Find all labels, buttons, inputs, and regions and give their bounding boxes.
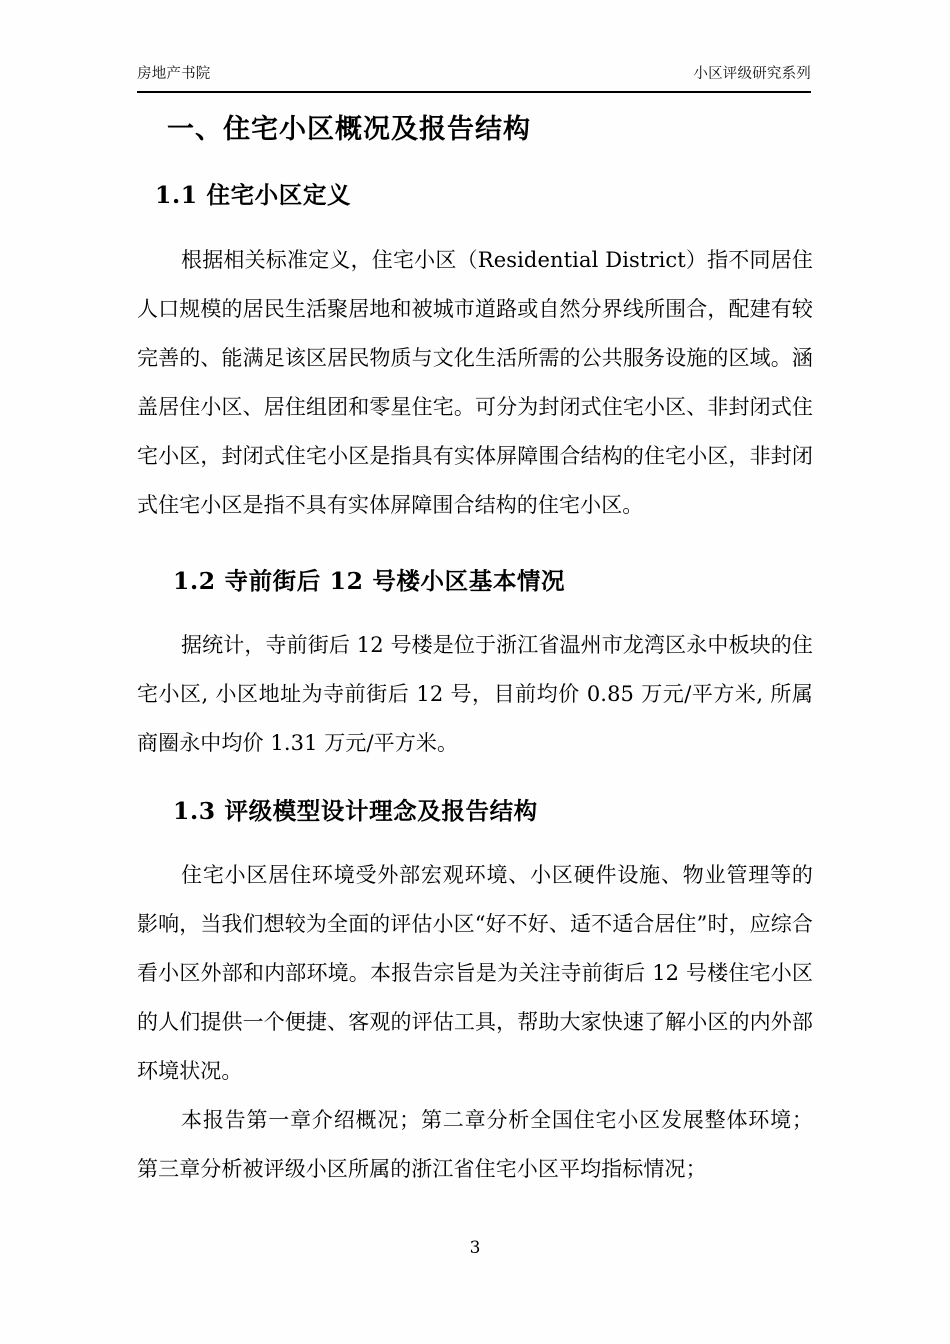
spacer (137, 603, 813, 621)
document-body (137, 112, 813, 1194)
spacer (137, 768, 813, 794)
section-heading-1-2: 1.2 寺前街后 12 号楼小区基本情况 (173, 566, 566, 595)
paragraph-1-3-2: 本报告第一章介绍概况；第二章分析全国住宅小区发展整体环境；第三章分析被评级小区所属的浙江省住宅小区平均指标情况； (137, 1108, 813, 1182)
page-number: 3 (469, 1238, 481, 1258)
page-footer (0, 1238, 950, 1258)
page-header (137, 66, 811, 83)
spacer (137, 218, 813, 236)
header-divider (137, 91, 811, 93)
header-left-text: 房地产书院 (137, 66, 211, 82)
paragraph-1-1-1: 根据相关标准定义，住宅小区（Residential District）指不同居住人口规模的居民生活聚居地和被城市道路或自然分界线所围合，配建有较完善的、能满足该区居民物质与文化生活所需的公共服务设施的区域。涵盖居住小区、居住组团和零星住宅。可分为封闭式住宅小区、非封闭式住宅小区，封闭式住宅小区是指具有实体屏障围合结构的住宅小区，非封闭式住宅小区是指不具有实体屏障围合结构的住宅小区。 (137, 247, 813, 517)
paragraph-1-3-1: 住宅小区居住环境受外部宏观环境、小区硬件设施、物业管理等的影响，当我们想较为全面的评估小区“好不好、适不适合居住”时，应综合看小区外部和内部环境。本报告宗旨是为关注寺前街后 12 号楼住宅小区的人们提供一个便捷、客观的评估工具，帮助大家快速了解小区的内外部环境状况。 (137, 863, 813, 1084)
paragraph-1-2-1: 据统计，寺前街后 12 号楼是位于浙江省温州市龙湾区永中板块的住宅小区, 小区地址为寺前街后 12 号，目前均价 0.85 万元/平方米, 所属商圈永中均价 1.31 万元/平方米。 (137, 632, 813, 755)
spacer (137, 530, 813, 564)
chapter-title: 一、住宅小区概况及报告结构 (167, 114, 531, 145)
spacer (137, 833, 813, 851)
header-right-text: 小区评级研究系列 (693, 66, 811, 82)
section-heading-1-1: 1.1 住宅小区定义 (155, 181, 352, 210)
section-heading-1-3: 1.3 评级模型设计理念及报告结构 (173, 796, 538, 825)
